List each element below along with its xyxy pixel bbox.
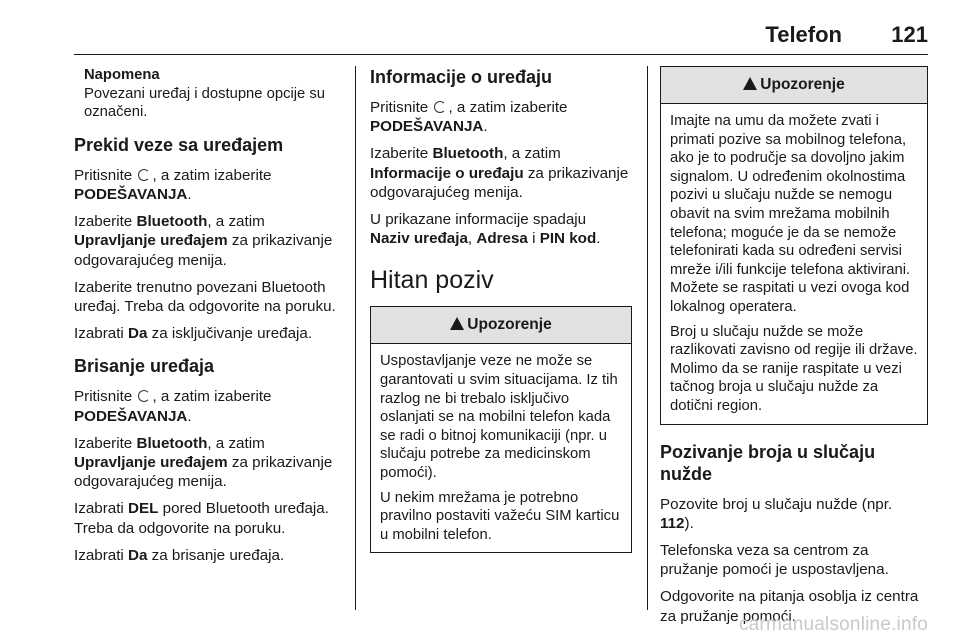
paragraph: Pritisnite , a zatim izaberite PODEŠAVANJA. — [74, 166, 272, 203]
column-left — [74, 66, 342, 573]
paragraph: Izabrati Da za brisanje uređaja. — [74, 546, 285, 564]
warning-text: U nekim mrežama je potrebno pravilno postaviti važeću SIM karticu u mobilni telefon. — [380, 489, 620, 543]
warning-box — [370, 306, 632, 553]
page-header — [0, 0, 960, 58]
paragraph: Izaberite Bluetooth, a zatim Upravljanje uređajem za prikazivanje odgovarajućeg menija. — [74, 213, 333, 269]
paragraph: Telefonska veza sa centrom za pružanje pomoći je uspostavljena. — [660, 541, 889, 579]
warning-header: !Upozorenje — [371, 307, 631, 344]
home-icon — [434, 101, 446, 113]
paragraph: Odgovorite na pitanja osoblja iz centra za pružanje pomoći. — [660, 588, 919, 625]
paragraph: Izaberite trenutno povezani Bluetooth uređaj. Treba da odgovorite na poruku. — [74, 278, 336, 315]
watermark: carmanualsonline.info — [738, 614, 928, 635]
warning-header: !Upozorenje — [661, 67, 927, 104]
page-number: 121 — [891, 22, 928, 47]
paragraph: Pritisnite , a zatim izaberite PODEŠAVANJA. — [370, 99, 568, 136]
paragraph: Izabrati Da za isključivanje uređaja. — [74, 325, 313, 343]
warning-body — [661, 104, 927, 424]
paragraph: Izabrati DEL pored Bluetooth uređaja. Treba da odgovorite na poruku. — [74, 500, 329, 537]
warning-text: Broj u slučaju nužde se može razlikovati zavisno od regije ili države. Molimo da se ranije raspitate u vezi tačnog broja u slučaju nužde za dotični region. — [670, 323, 918, 414]
section-title-disconnect: Prekid veze sa uređajem — [74, 134, 284, 155]
main-title-emergency: Hitan poziv — [370, 266, 494, 295]
note-block — [84, 66, 342, 122]
column-divider-right — [647, 66, 648, 610]
warning-text: Uspostavljanje veze ne može se garantovati u svim situacijama. Iz tih razlog ne bi trebalo isključivo oslanjati se na mobilni telefon kada se radi o bitnoj komunikaciji (npr. u slučaju potrebe za medicinskom pomoći). — [380, 353, 618, 481]
paragraph: Izaberite Bluetooth, a zatim Informacije o uređaju za prikazivanje odgovarajućeg menija. — [370, 145, 629, 201]
home-icon — [138, 169, 150, 181]
warning-box — [660, 66, 928, 425]
note-title: Napomena — [84, 67, 160, 83]
note-text: Povezani uređaj i dostupne opcije su označeni. — [84, 85, 326, 121]
paragraph: Pritisnite , a zatim izaberite PODEŠAVANJA. — [74, 388, 272, 425]
warning-body — [371, 344, 631, 552]
section-title-delete: Brisanje uređaja — [74, 356, 215, 377]
header-rule — [74, 54, 928, 55]
section-title-device-info: Informacije o uređaju — [370, 67, 553, 87]
warning-triangle-icon — [743, 77, 757, 90]
warning-text: Imajte na umu da možete zvati i primati pozive sa mobilnog telefona, ako je to područje sa dovoljno jakim signalom. U određenim okolnostima pozivi u slučaju nužde se nemogu obavit na svim mrežama mobilnih telefona; moguće je da se nemože telefonirati kada su određeni servisi mreže i/ili funkcije telefona aktivirani. Možete se raspitati u vezi ovoga kod lokalnog operatera. — [670, 113, 911, 315]
warning-triangle-icon — [450, 317, 464, 330]
home-icon — [138, 390, 150, 402]
paragraph: U prikazane informacije spadaju Naziv uređaja, Adresa i PIN kod. — [370, 211, 601, 248]
chapter-title: Telefon — [765, 22, 842, 47]
section-title-emergency-call: Pozivanje broja u slučaju nužde — [660, 441, 876, 484]
column-right — [660, 66, 928, 634]
paragraph: Izaberite Bluetooth, a zatim Upravljanje uređajem za prikazivanje odgovarajućeg menija. — [74, 434, 333, 491]
column-middle — [370, 66, 632, 563]
column-divider-left — [355, 66, 356, 610]
paragraph: Pozovite broj u slučaju nužde (npr. 112). — [660, 495, 893, 532]
